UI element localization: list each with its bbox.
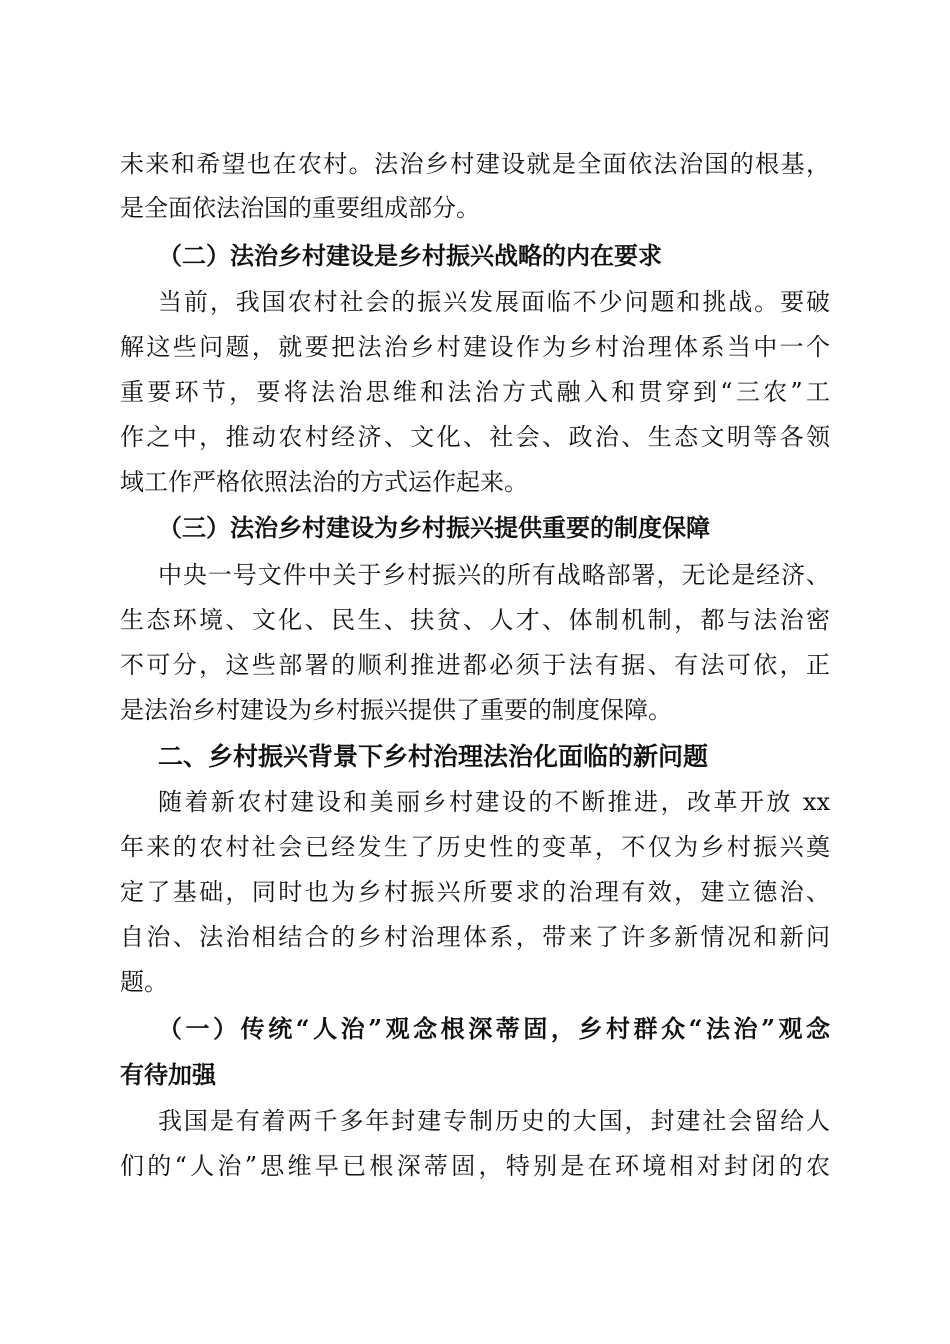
body-text-line: 我国是有着两千多年封建专制历史的大国，封建社会留给人: [158, 1107, 830, 1135]
body-text-line: 重要环节，要将法治思维和法治方式融入和贯穿到“三农”工: [120, 378, 830, 406]
body-text-line: 作之中，推动农村经济、文化、社会、政治、生态文明等各领: [120, 423, 830, 451]
body-text-line: 年来的农村社会已经发生了历史性的变革，不仅为乡村振兴奠: [120, 833, 830, 861]
body-text-line: 不可分，这些部署的顺利推进都必须于法有据、有法可依，正: [120, 651, 830, 679]
section-subheading: （三）法治乡村建设为乡村振兴提供重要的制度保障: [158, 513, 710, 542]
body-text-line: 随着新农村建设和美丽乡村建设的不断推进，改革开放 xx: [158, 788, 830, 816]
body-text-line: 是法治乡村建设为乡村振兴提供了重要的制度保障。: [120, 696, 672, 724]
body-text-line: 是全面依法治国的重要组成部分。: [120, 194, 480, 222]
body-text-line: 题。: [120, 968, 168, 996]
body-text-line: 中央一号文件中关于乡村振兴的所有战略部署，无论是经济、: [158, 561, 830, 589]
body-text-line: 解这些问题，就要把法治乡村建设作为乡村治理体系当中一个: [120, 333, 830, 361]
section-subheading: （一）传统“人治”观念根深蒂固，乡村群众“法治”观念: [158, 1014, 830, 1043]
body-text-line: 自治、法治相结合的乡村治理体系，带来了许多新情况和新问: [120, 923, 830, 951]
body-text-line: 域工作严格依照法治的方式运作起来。: [120, 468, 528, 496]
body-text-line: 未来和希望也在农村。法治乡村建设就是全面依法治国的根基，: [120, 150, 830, 178]
body-text-line: 们的“人治”思维早已根深蒂固，特别是在环境相对封闭的农: [120, 1152, 830, 1180]
section-subheading: （二）法治乡村建设是乡村振兴战略的内在要求: [158, 241, 662, 270]
section-subheading-continued: 有待加强: [120, 1060, 216, 1089]
body-text-line: 生态环境、文化、民生、扶贫、人才、体制机制，都与法治密: [120, 606, 830, 634]
section-heading: 二、乡村振兴背景下乡村治理法治化面临的新问题: [158, 742, 709, 771]
body-text-line: 当前，我国农村社会的振兴发展面临不少问题和挑战。要破: [158, 288, 830, 316]
body-text-line: 定了基础，同时也为乡村振兴所要求的治理有效，建立德治、: [120, 878, 830, 906]
